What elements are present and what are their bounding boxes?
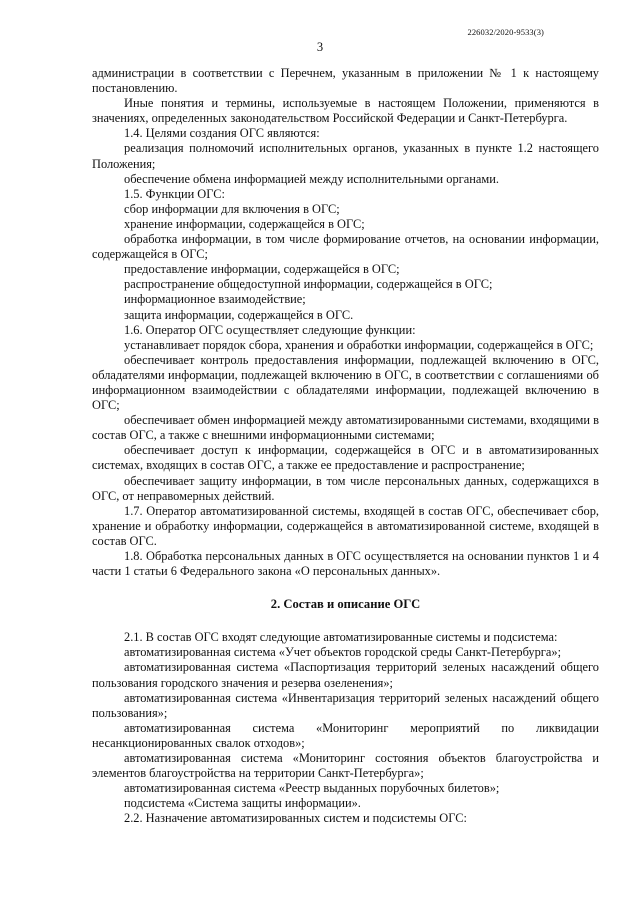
- paragraph: реализация полномочий исполнительных органов, указанных в пункте 1.2 настоящего Положения;: [92, 141, 599, 171]
- paragraph: обеспечение обмена информацией между исполнительными органами.: [124, 171, 499, 186]
- paragraph: 1.8. Обработка персональных данных в ОГС осуществляется на основании пунктов 1 и 4 части 1 статьи 6 Федерального закона «О персональных данных».: [92, 549, 599, 579]
- paragraph: 2.1. В состав ОГС входят следующие автоматизированные системы и подсистема:: [124, 630, 558, 645]
- paragraph: автоматизированная система «Учет объектов городской среды Санкт-Петербурга»;: [124, 645, 562, 660]
- paragraph: 1.5. Функции ОГС:: [124, 186, 225, 201]
- paragraph: обработка информации, в том числе формирование отчетов, на основании информации, содержащейся в ОГС;: [92, 232, 599, 262]
- paragraph: информационное взаимодействие;: [124, 292, 306, 307]
- paragraph: автоматизированная система «Мониторинг мероприятий по ликвидации несанкционированных свалок отходов»;: [92, 720, 599, 750]
- document-id: 226032/2020-9533(3): [467, 27, 544, 37]
- paragraph: устанавливает порядок сбора, хранения и обработки информации, содержащейся в ОГС;: [124, 337, 594, 352]
- paragraph: обеспечивает обмен информацией между автоматизированными системами, входящими в состав ОГС, а также с внешними информационными системами;: [92, 413, 599, 443]
- paragraph: защита информации, содержащейся в ОГС.: [124, 307, 354, 322]
- paragraph: подсистема «Система защиты информации».: [124, 796, 361, 811]
- paragraph: сбор информации для включения в ОГС;: [124, 201, 340, 216]
- paragraph: 2.2. Назначение автоматизированных систем и подсистемы ОГС:: [124, 811, 467, 826]
- paragraph: автоматизированная система «Инвентаризация территорий зеленых насаждений общего пользования»;: [92, 690, 599, 720]
- page-number: 3: [316, 40, 324, 54]
- paragraph: обеспечивает контроль предоставления информации, подлежащей включению в ОГС, обладателями информации, подлежащей включению в ОГС, в соответствии с соглашениями об информационном взаимодействии с обладателями информации, подлежащей включению в ОГС;: [92, 352, 599, 413]
- document-body: [92, 66, 599, 827]
- paragraph: автоматизированная система «Мониторинг состояния объектов благоустройства и элементов благоустройства на территории Санкт-Петербурга»;: [92, 751, 599, 781]
- paragraph: хранение информации, содержащейся в ОГС;: [124, 216, 365, 231]
- paragraph: автоматизированная система «Реестр выданных порубочных билетов»;: [124, 781, 500, 796]
- paragraph: обеспечивает защиту информации, в том числе персональных данных, содержащихся в ОГС, от неправомерных действий.: [92, 473, 599, 503]
- section-heading: 2. Состав и описание ОГС: [270, 597, 421, 612]
- paragraph: обеспечивает доступ к информации, содержащейся в ОГС и в автоматизированных системах, входящих в состав ОГС, а также ее предоставление и распространение;: [92, 443, 599, 473]
- paragraph: 1.4. Целями создания ОГС являются:: [124, 126, 320, 141]
- paragraph: 1.7. Оператор автоматизированной системы, входящей в состав ОГС, обеспечивает сбор, хранение и обработку информации, содержащейся в автоматизированной системе, входящей в состав ОГС.: [92, 503, 599, 548]
- paragraph: администрации в соответствии с Перечнем, указанным в приложении № 1 к настоящему постановлению.: [92, 66, 599, 96]
- paragraph: предоставление информации, содержащейся в ОГС;: [124, 262, 400, 277]
- paragraph: автоматизированная система «Паспортизация территорий зеленых насаждений общего пользования городского значения и резерва озеленения»;: [92, 660, 599, 690]
- paragraph: 1.6. Оператор ОГС осуществляет следующие функции:: [124, 322, 416, 337]
- paragraph: Иные понятия и термины, используемые в настоящем Положении, применяются в значениях, определенных законодательством Российской Федерации и Санкт-Петербурга.: [92, 96, 599, 126]
- paragraph: распространение общедоступной информации, содержащейся в ОГС;: [124, 277, 493, 292]
